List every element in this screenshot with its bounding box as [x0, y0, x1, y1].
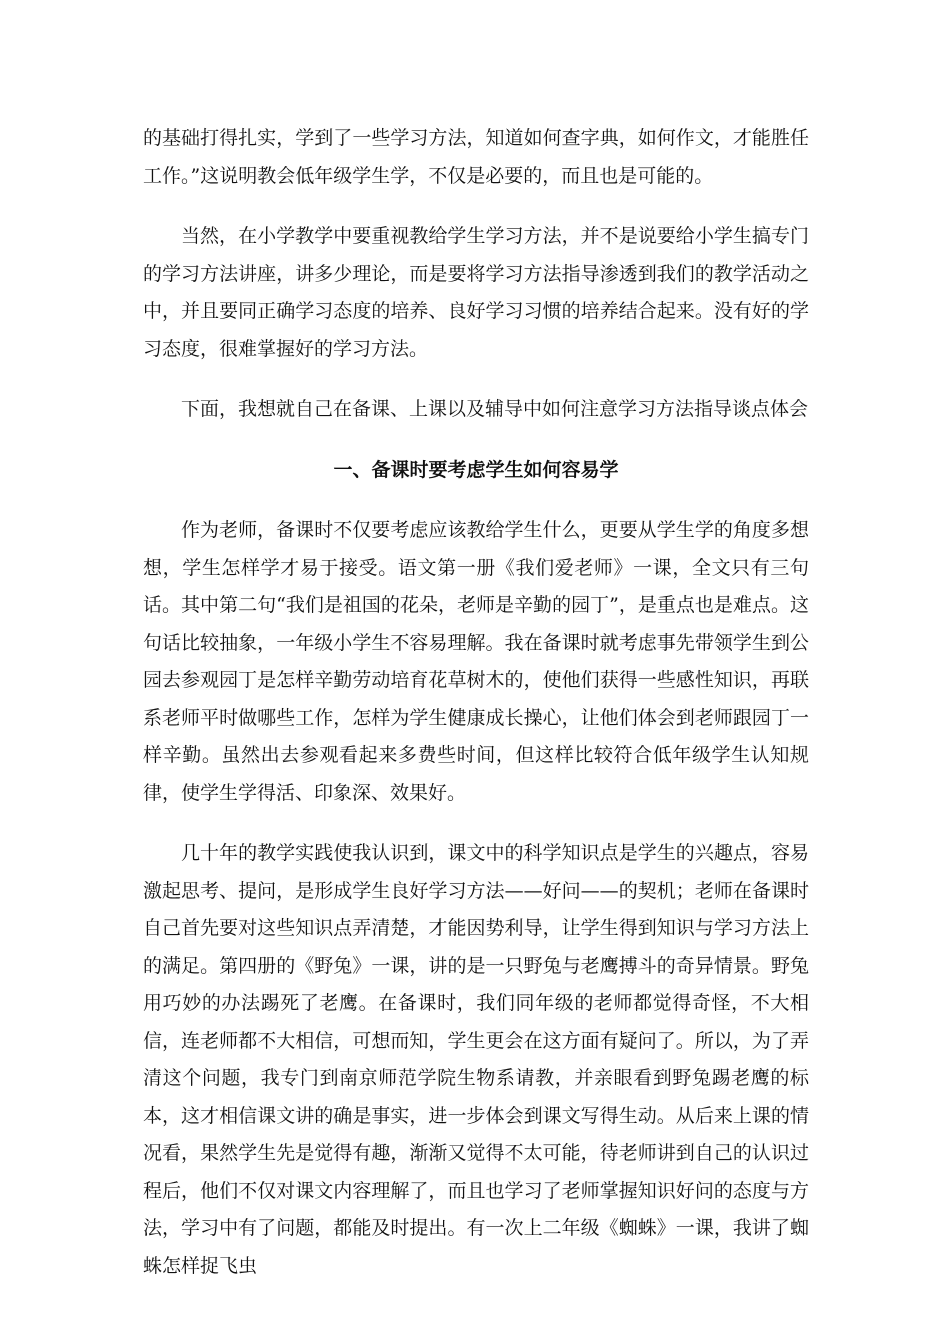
section-heading: 一、备课时要考虑学生如何容易学: [333, 458, 619, 481]
paragraph-continuation: 的基础打得扎实，学到了一些学习方法，知道如何查字典，如何作文，才能胜任工作。”这说明教会低年级学生学，不仅是必要的，而且也是可能的。: [143, 127, 809, 187]
paragraph-teaching-practice: 几十年的教学实践使我认识到，课文中的科学知识点是学生的兴趣点，容易激起思考、提问，是形成学生良好学习方法——好问——的契机；老师在备课时自己首先要对这些知识点弄清楚，才能因势利导，让学生得到知识与学习方法上的满足。第四册的《野兔》一课，讲的是一只野兔与老鹰搏斗的奇异情景。野兔用巧妙的办法踢死了老鹰。在备课时，我们同年级的老师都觉得奇怪，不大相信，连老师都不大相信，可想而知，学生更会在这方面有疑问了。所以，为了弄清这个问题，我专门到南京师范学院生物系请教，并亲眼看到野兔踢老鹰的标本，这才相信课文讲的确是事实，进一步体会到课文写得生动。从后来上课的情况看，果然学生先是觉得有趣，渐渐又觉得不太可能，待老师讲到自己的认识过程后，他们不仅对课文内容理解了，而且也学习了老师掌握知识好问的态度与方法，学习中有了问题，都能及时提出。有一次上二年级《蜘蛛》一课，我讲了蜘蛛怎样捉飞虫: [143, 842, 809, 1277]
document-page: [143, 120, 809, 1285]
paragraph-lesson-preparation: 作为老师，备课时不仅要考虑应该教给学生什么，更要从学生学的角度多想想，学生怎样学才易于接受。语文第一册《我们爱老师》一课，全文只有三句话。其中第二句“我们是祖国的花朵，老师是辛勤的园丁”，是重点也是难点。这句话比较抽象，一年级小学生不容易理解。我在备课时就考虑事先带领学生到公园去参观园丁是怎样辛勤劳动培育花草树木的，使他们获得一些感性知识，再联系老师平时做哪些工作，怎样为学生健康成长操心，让他们体会到老师跟园丁一样辛勤。虽然出去参观看起来多费些时间，但这样比较符合低年级学生认知规律，使学生学得活、印象深、效果好。: [143, 519, 809, 804]
paragraph-teaching-method: 当然，在小学教学中要重视教给学生学习方法，并不是说要给小学生搞专门的学习方法讲座，讲多少理论，而是要将学习方法指导渗透到我们的教学活动之中，并且要同正确学习态度的培养、良好学习习惯的培养结合起来。没有好的学习态度，很难掌握好的学习方法。: [143, 225, 809, 360]
paragraph-introduction: 下面，我想就自己在备课、上课以及辅导中如何注意学习方法指导谈点体会: [181, 398, 809, 420]
